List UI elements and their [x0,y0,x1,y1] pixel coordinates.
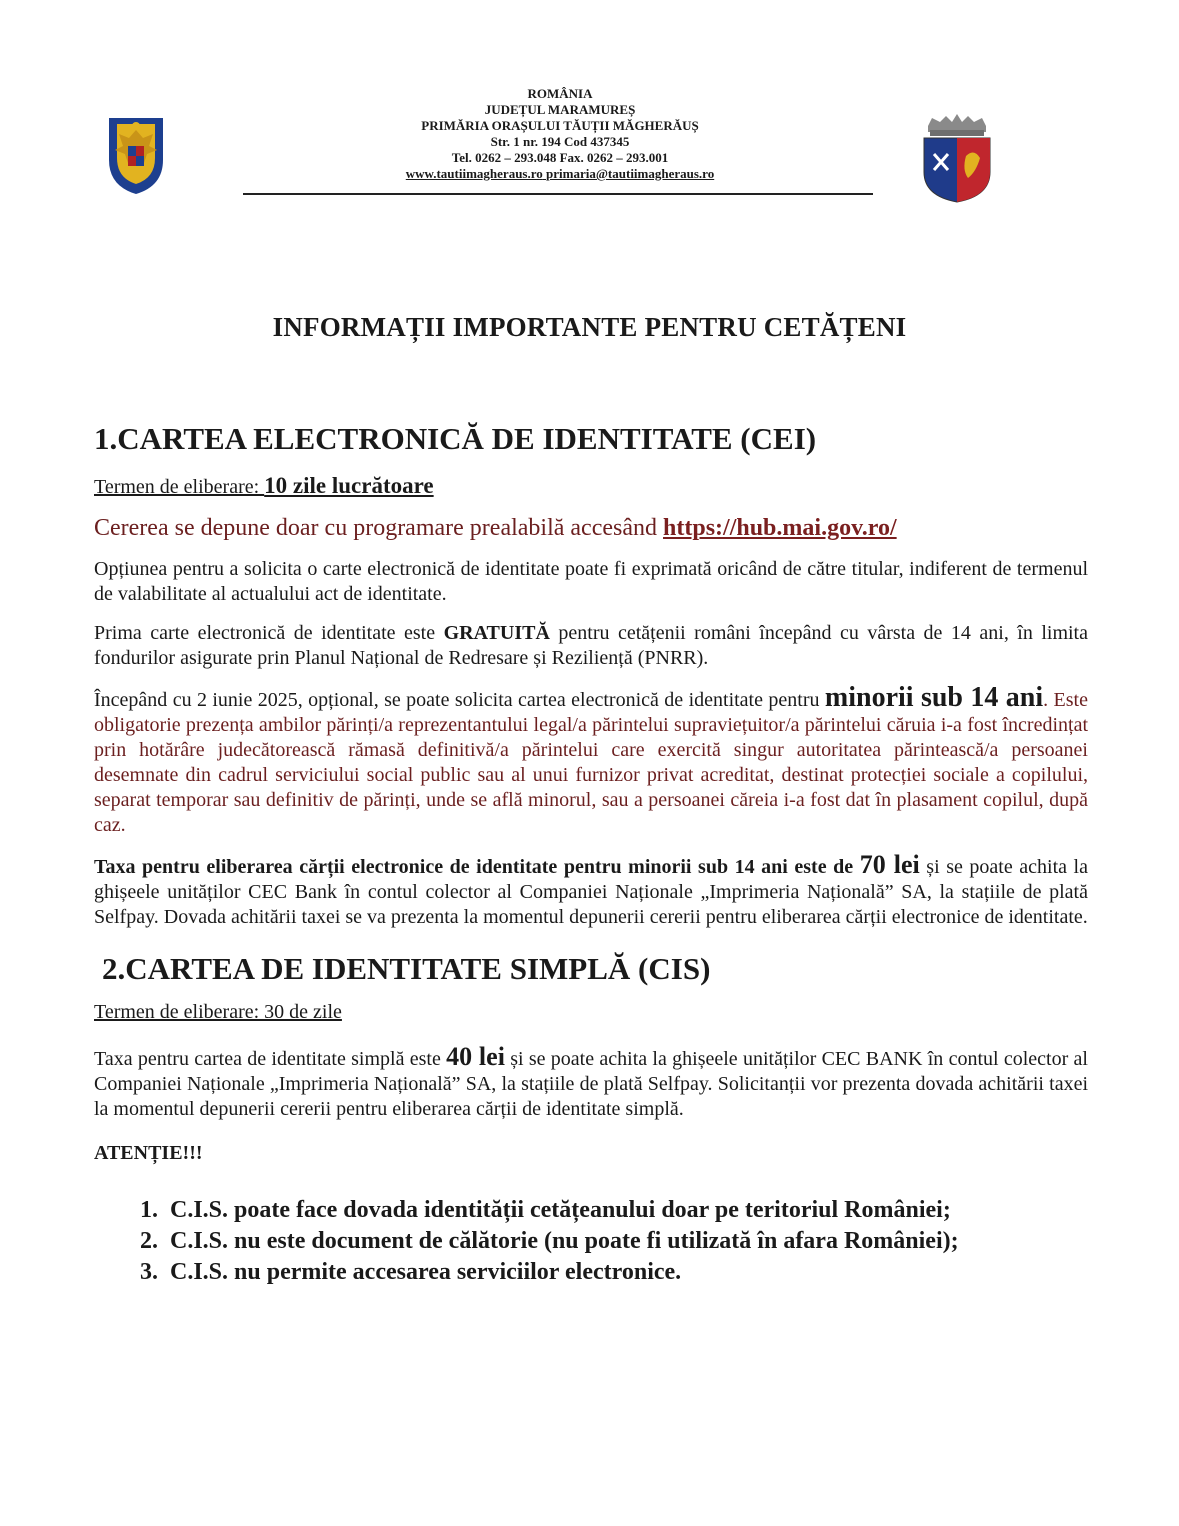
para3-minors-label: minorii sub 14 ani [824,682,1044,713]
list-item: 3. C.I.S. nu permite accesarea serviciilor electronice. [164,1257,1088,1288]
section1-heading: 1.CARTEA ELECTRONICĂ DE IDENTITATE (CEI) [94,421,817,456]
para4-text: și se poate achita la ghișeele unităților CEC Bank în contul colector al Companiei Naționale „Imprimeria Națională” SA, la stațiile de plată Selfpay. Dovada achitării taxei se va prezenta la momentul depunerii cererii pentru eliberarea cărții electronice de identitate. [94,856,1088,928]
document-body [94,420,1088,1288]
section2-fee-amount: 40 lei [446,1042,505,1071]
section2-text-b: și se poate achita la ghișeele unităților CEC BANK în contul colector al Companiei Naționale „Imprimeria Națională” SA, la stațiile de plată Selfpay. Solicitanții vor prezenta dovada achitării taxei la momentul depunerii cererii pentru eliberarea cărții de identitate simplă. [94,1048,1088,1120]
letterhead [340,86,780,182]
country-name: ROMÂNIA [527,86,593,101]
section1-paragraph-1: Opțiunea pentru a solicita o carte electronică de identitate poate fi exprimată oricând de către titular, indiferent de termenul de valabilitate al actualului act de identitate. [94,558,1088,605]
appointment-notice [94,513,1088,543]
para4-fee-intro: Taxa pentru eliberarea cărții electronice de identitate pentru minorii sub 14 ani este de [94,856,860,878]
para2-text-b: pentru cetățenii români începând cu vârsta de 14 ani, în limita fondurilor asigurate prin Planul Național de Redresare și Reziliență (PNRR). [94,622,1088,669]
list-item: 2. C.I.S. nu este document de călătorie (nu poate fi utilizată în afara României); [164,1226,1088,1257]
romania-coat-of-arms-icon [103,110,169,196]
section1-term-value: 10 zile lucrătoare [264,473,434,498]
page-title: INFORMAȚII IMPORTANTE PENTRU CETĂȚENI [272,312,907,342]
appointment-link[interactable]: https://hub.mai.gov.ro/ [663,515,897,541]
header-divider [243,193,873,195]
section1-paragraph-3 [94,682,1088,838]
section2-paragraph-1 [94,1044,1088,1122]
email-link[interactable]: primaria@tautiimagheraus.ro [546,166,715,181]
phone-fax: Tel. 0262 – 293.048 Fax. 0262 – 293.001 [451,150,669,165]
section1-term-label: Termen de eliberare: [94,476,265,498]
section1-term [94,474,1088,499]
contact-web [340,166,780,182]
para3-text-a: Începând cu 2 iunie 2025, opțional, se poate solicita cartea electronică de identitate pentru [94,689,825,711]
section2-term-text: Termen de eliberare: 30 de zile [94,1001,342,1023]
cis-limitations-list [94,1195,1088,1288]
section1-paragraph-2 [94,621,1088,671]
town-coat-of-arms-icon [918,112,996,204]
website-link[interactable]: www.tautiimagheraus.ro [405,166,543,181]
appointment-text: Cererea se depune doar cu programare prealabilă accesând [94,515,664,541]
county-name: JUDEȚUL MARAMUREȘ [484,102,636,117]
institution-name: PRIMĂRIA ORAȘULUI TĂUȚII MĂGHERĂUȘ [421,118,699,133]
section2-text-a: Taxa pentru cartea de identitate simplă este [94,1048,447,1070]
para3-requirements: . Este obligatorie prezența ambilor părinți/a reprezentantului legal/a părintelui supraviețuitor/a părintelui căruia i-a fost încredințat prin hotărâre judecătorească rămasă definitivă/a părintelui care exercită singur autoritatea părintească/a persoanei desemnate din cadrul serviciului social public sau al unui furnizor privat acreditat, destinat protecției sociale a copilului, separat temporar sau definitiv de părinți, unde se află minorul, sau a persoanei căreia i-a fost dat în plasament copilul, după caz. [94,689,1088,836]
section2-term [94,1000,1088,1024]
warning-heading: ATENȚIE!!! [94,1142,203,1164]
section2-heading: 2.CARTEA DE IDENTITATE SIMPLĂ (CIS) [102,951,711,986]
list-item: 1. C.I.S. poate face dovada identității cetățeanului doar pe teritoriul României; [164,1195,1088,1226]
para2-free-label: GRATUITĂ [443,622,550,644]
section1-paragraph-4 [94,852,1088,930]
para4-fee-amount: 70 lei [859,850,920,879]
address: Str. 1 nr. 194 Cod 437345 [490,134,630,149]
para2-text-a: Prima carte electronică de identitate este [94,622,444,644]
